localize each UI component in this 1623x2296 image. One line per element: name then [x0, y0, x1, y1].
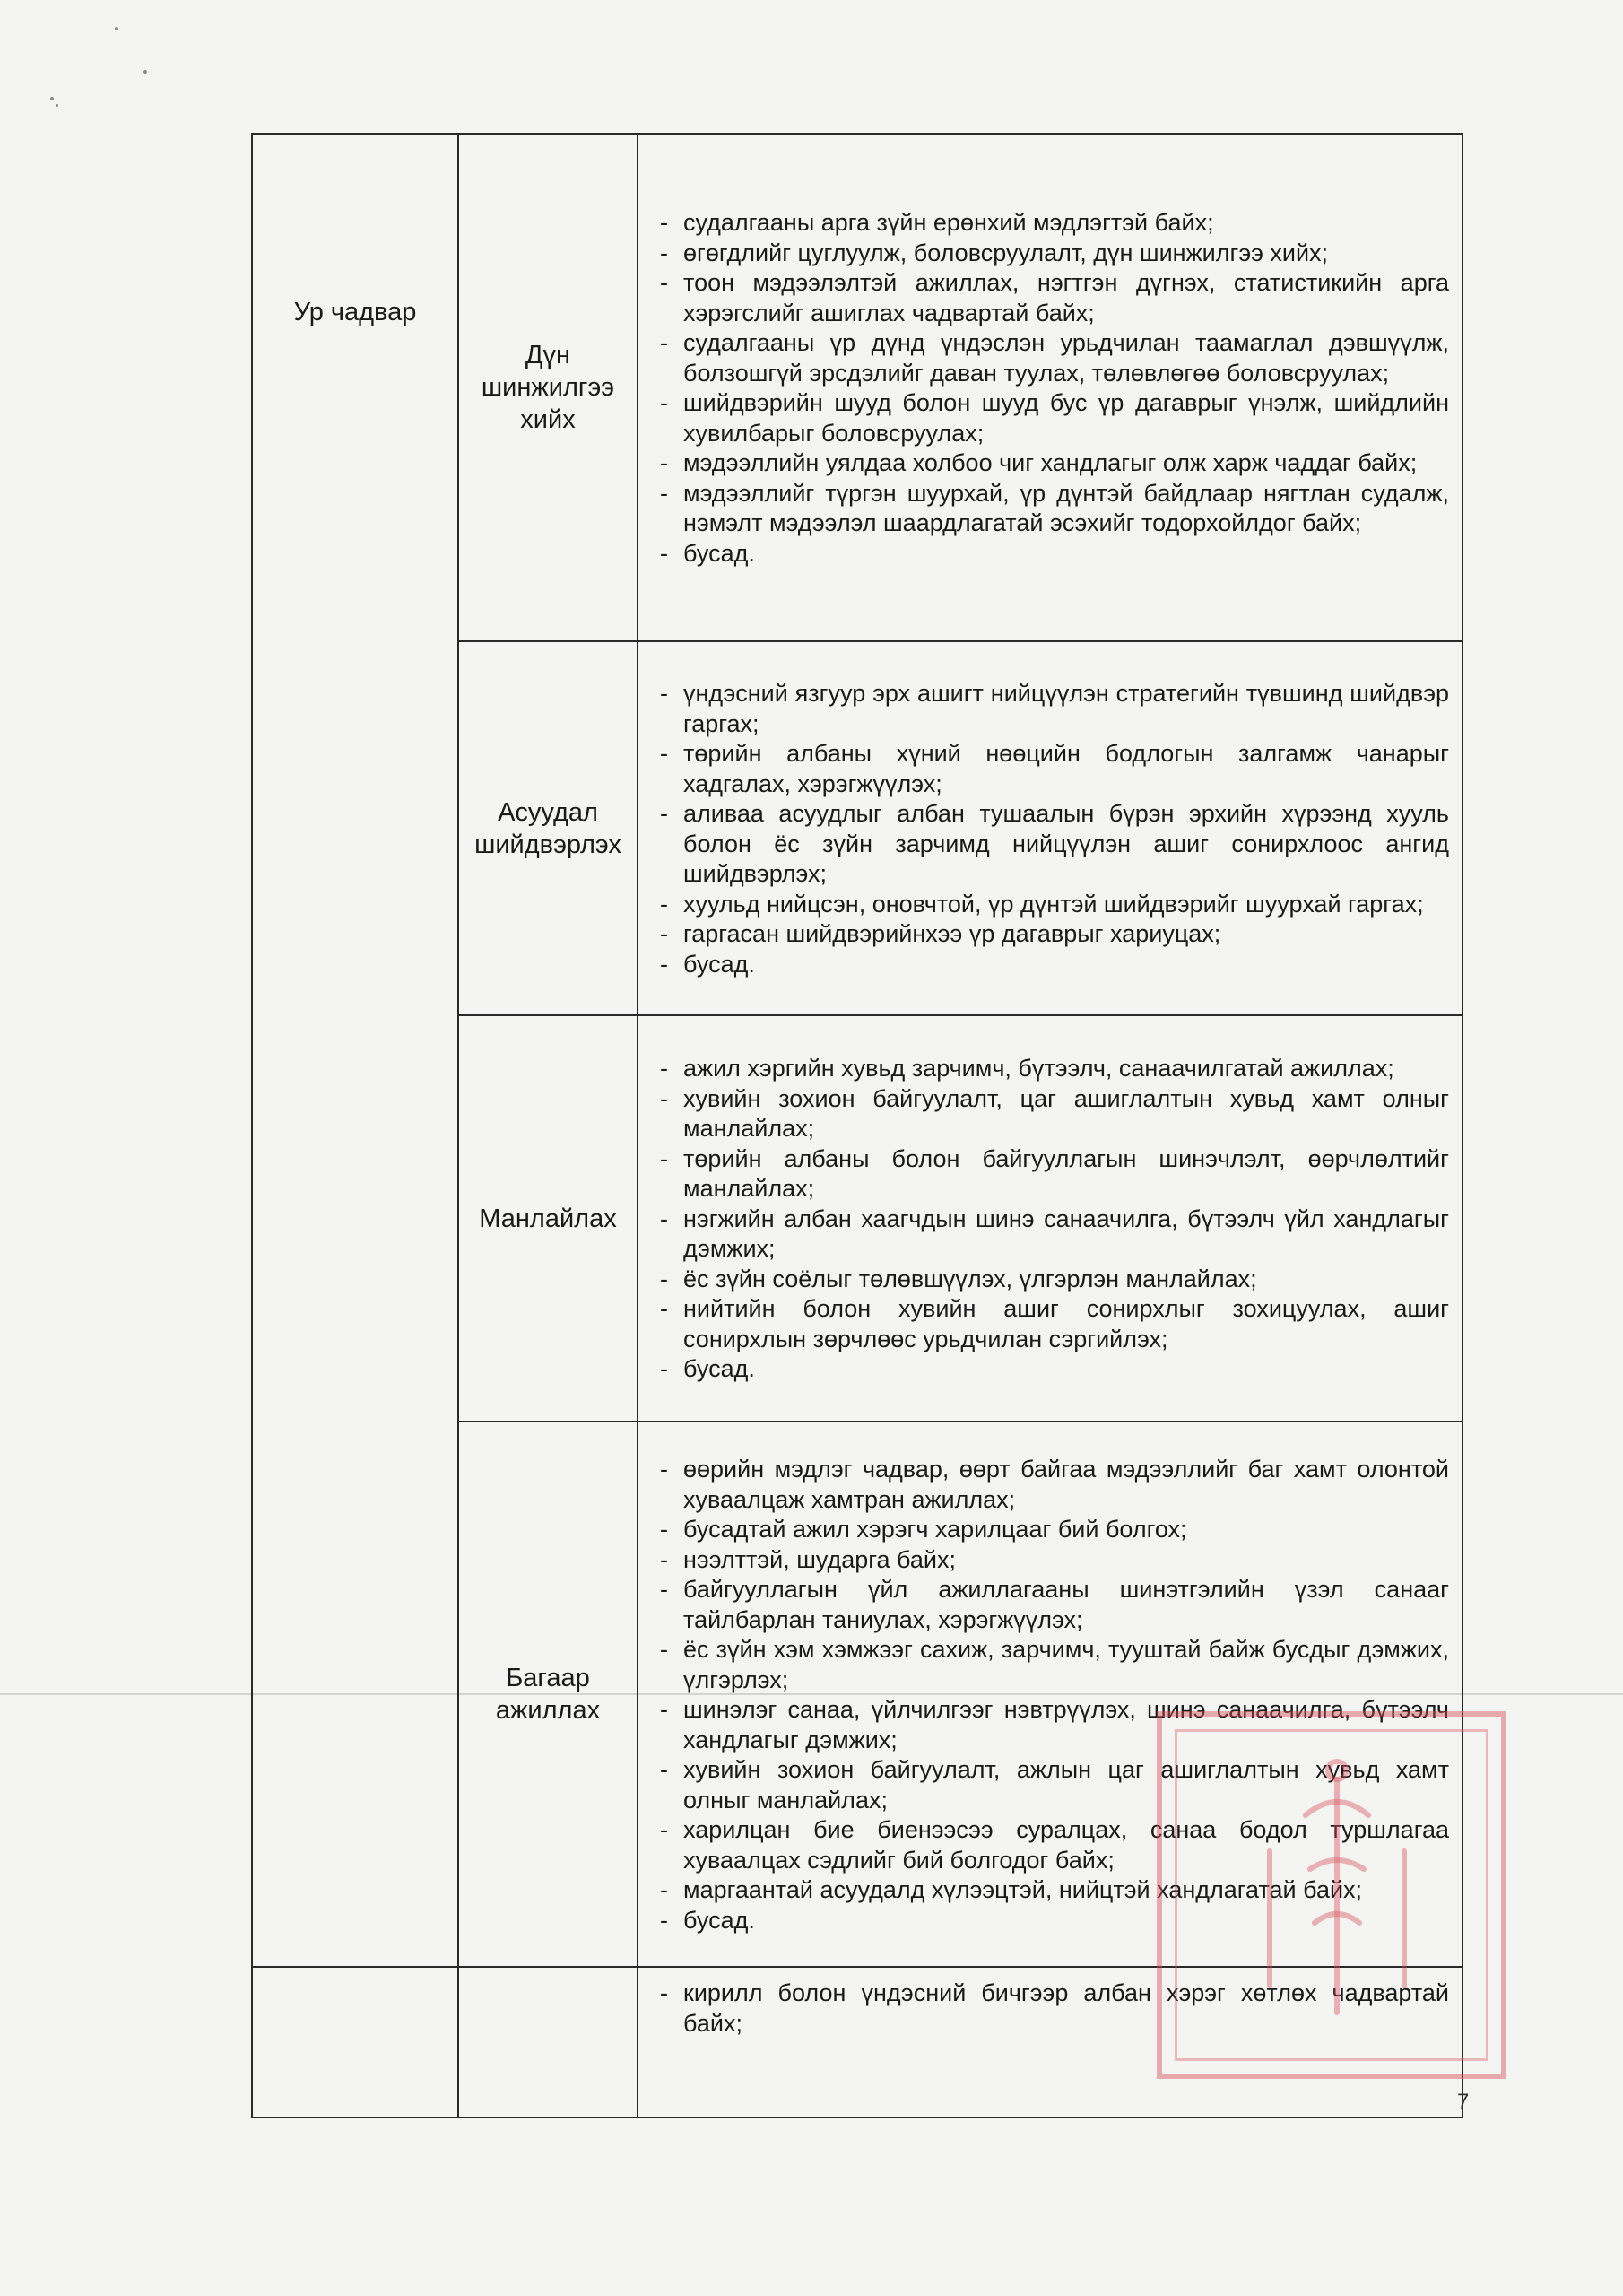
subcategory-cell — [458, 134, 638, 641]
subcategory-cell — [458, 1422, 638, 1967]
list-item: - аливаа асуудлыг албан тушаалын бүрэн эрхийн хүрээнд хууль болон ёс зүйн зарчимд нийцүүлэн ашиг сонирхлоос ангид шийдвэрлэх; — [651, 799, 1449, 890]
list-item: - өгөгдлийг цуглуулж, боловсруулалт, дүн шинжилгээ хийх; — [651, 239, 1449, 269]
page-number: 7 — [1457, 2090, 1470, 2114]
list-item: - бусадтай ажил хэрэгч харилцааг бий болгох; — [651, 1515, 1449, 1545]
list-item: - үндэсний язгуур эрх ашигт нийцүүлэн стратегийн түвшинд шийдвэр гаргах; — [651, 679, 1449, 739]
list-item: - бусад. — [651, 950, 1449, 980]
official-seal-stamp — [1157, 1711, 1506, 2079]
list-item: - нэгжийн албан хаагчдын шинэ санаачилга, бүтээлч үйл хандлагыг дэмжих; — [651, 1205, 1449, 1265]
list-item: - хувийн зохион байгуулалт, цаг ашиглалтын хувьд хамт олныг манлайлах; — [651, 1084, 1449, 1144]
category-label: Ур чадвар — [293, 298, 417, 326]
list-item: - өөрийн мэдлэг чадвар, өөрт байгаа мэдээллийг баг хамт олонтой хуваалцаж хамтран ажиллах; — [651, 1455, 1449, 1515]
empty-cell — [252, 1967, 458, 2118]
list-item: - байгууллагын үйл ажиллагааны шинэтгэлийн үзэл санааг тайлбарлан таниулах, хэрэгжүүлэх; — [651, 1575, 1449, 1635]
item-list — [651, 679, 1449, 979]
scan-speck — [56, 104, 58, 107]
scan-speck — [143, 70, 147, 74]
items-cell — [638, 134, 1462, 641]
item-list — [651, 1054, 1449, 1385]
subcategory-title: Дүн шинжилгээ хийх — [481, 341, 615, 434]
category-cell — [252, 134, 458, 1967]
item-list — [651, 208, 1449, 569]
list-item: - харилцан бие биенээсээ суралцах, санаа бодол туршлагаа хуваалцах сэдлийг бий болгодог байх; — [651, 1815, 1449, 1875]
list-item: - нийтийн болон хувийн ашиг сонирхлыг зохицуулах, ашиг сонирхлын зөрчлөөс урьдчилан сэргийлэх; — [651, 1294, 1449, 1354]
scan-speck — [115, 27, 118, 30]
subcategory-title: Манлайлах — [479, 1204, 617, 1233]
subcategory-cell — [458, 1015, 638, 1422]
list-item: - судалгааны үр дүнд үндэслэн урьдчилан таамаглал дэвшүүлж, болзошгүй эрсдэлийг даван туулах, төлөвлөгөө боловсруулах; — [651, 328, 1449, 388]
seal-emblem-icon — [1162, 1717, 1512, 2084]
list-item: - гаргасан шийдвэрийнхээ үр дагаврыг хариуцах; — [651, 919, 1449, 950]
list-item: - судалгааны арга зүйн ерөнхий мэдлэгтэй байх; — [651, 208, 1449, 239]
list-item: - ёс зүйн хэм хэмжээг сахиж, зарчимч, тууштай байж бусдыг дэмжих, үлгэрлэх; — [651, 1635, 1449, 1695]
list-item: - мэдээллийг түргэн шуурхай, үр дүнтэй байдлаар нягтлан судалж, нэмэлт мэдээлэл шаардлагатай эсэхийг тодорхойлдог байх; — [651, 479, 1449, 539]
scan-speck — [50, 97, 54, 100]
subcategory-title: Багаар ажиллах — [495, 1664, 601, 1725]
table-row — [252, 134, 1462, 641]
list-item: - хуульд нийцсэн, оновчтой, үр дүнтэй шийдвэрийг шуурхай гаргах; — [651, 890, 1449, 920]
list-item: - хувийн зохион байгуулалт, ажлын цаг ашиглалтын хувьд хамт олныг манлайлах; — [651, 1755, 1449, 1815]
list-item: - нээлттэй, шударга байх; — [651, 1545, 1449, 1576]
list-item: - маргаантай асуудалд хүлээцтэй, нийцтэй хандлагатай байх; — [651, 1875, 1449, 1906]
subcategory-cell — [458, 1967, 638, 2118]
list-item: - ажил хэргийн хувьд зарчимч, бүтээлч, санаачилгатай ажиллах; — [651, 1054, 1449, 1084]
list-item: - ёс зүйн соёлыг төлөвшүүлэх, үлгэрлэн манлайлах; — [651, 1265, 1449, 1295]
subcategory-title: Асуудал шийдвэрлэх — [474, 797, 621, 859]
list-item: - шинэлэг санаа, үйлчилгээг нэвтрүүлэх, шинэ санаачилга, бүтээлч хандлагыг дэмжих; — [651, 1695, 1449, 1755]
list-item: - бусад. — [651, 1354, 1449, 1385]
list-item: - тоон мэдээлэлтэй ажиллах, нэгтгэн дүгнэх, статистикийн арга хэрэгслийг ашиглах чадвартай байх; — [651, 268, 1449, 328]
list-item: - төрийн албаны болон байгууллагын шинэчлэлт, өөрчлөлтийг манлайлах; — [651, 1144, 1449, 1205]
list-item: - төрийн албаны хүний нөөцийн бодлогын залгамж чанарыг хадгалах, хэрэгжүүлэх; — [651, 739, 1449, 799]
items-cell — [638, 641, 1462, 1015]
subcategory-cell — [458, 641, 638, 1015]
list-item: - мэдээллийн уялдаа холбоо чиг хандлагыг олж харж чаддаг байх; — [651, 448, 1449, 479]
list-item: - бусад. — [651, 539, 1449, 570]
list-item: - кирилл болон үндэсний бичгээр албан хэрэг хөтлөх чадвартай байх; — [651, 1979, 1449, 2039]
list-item: - бусад. — [651, 1906, 1449, 1936]
list-item: - шийдвэрийн шууд болон шууд бус үр дагаврыг үнэлж, шийдлийн хувилбарыг боловсруулах; — [651, 388, 1449, 448]
items-cell — [638, 1015, 1462, 1422]
